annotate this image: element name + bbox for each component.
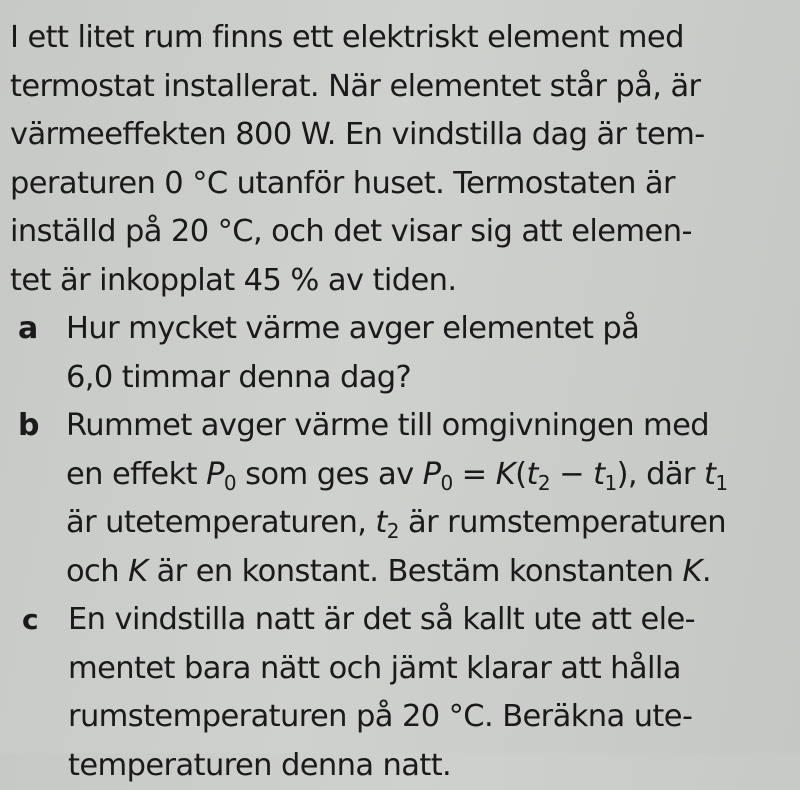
minus-sign: − [550, 457, 593, 492]
subscript-1: 1 [604, 471, 616, 495]
question-c-line-2: mentet bara nätt och jämt klarar att hålla [68, 645, 790, 694]
subscript-2: 2 [538, 471, 550, 495]
subscript-2: 2 [387, 519, 399, 543]
question-b-line-4 [66, 548, 790, 597]
question-c [10, 596, 790, 790]
question-c-line-4: temperaturen denna natt. [68, 742, 790, 790]
subscript-0: 0 [440, 471, 452, 495]
symbol-K: K [496, 457, 515, 492]
intro-line-5: inställd på 20 °C, och det visar sig att elemen- [10, 208, 790, 257]
text-fragment: och [66, 554, 128, 589]
subscript-0: 0 [224, 471, 236, 495]
problem-text [10, 14, 790, 790]
intro-line-1: I ett litet rum finns ett elektriskt element med [10, 14, 790, 63]
question-b-line-1: Rummet avger värme till omgivningen med [66, 402, 790, 451]
text-fragment: är en konstant. Bestäm konstanten [147, 554, 682, 589]
question-c-line-1: En vindstilla natt är det så kallt ute att ele- [68, 596, 790, 645]
symbol-K: K [682, 554, 701, 589]
text-fragment: som ges av [236, 457, 423, 492]
question-a-line-2: 6,0 timmar denna dag? [66, 354, 790, 403]
question-b [10, 402, 790, 596]
question-a-letter: a [18, 305, 38, 354]
paren-open: ( [515, 457, 526, 492]
symbol-t: t [704, 457, 715, 492]
intro-line-6: tet är inkopplat 45 % av tiden. [10, 257, 790, 306]
text-fragment: är rumstemperaturen [399, 505, 726, 540]
question-c-letter: c [22, 596, 39, 645]
symbol-t: t [526, 457, 537, 492]
intro-line-4: peraturen 0 °C utanför huset. Termostaten är [10, 160, 790, 209]
intro-paragraph [10, 14, 790, 305]
equals-sign: = [453, 457, 496, 492]
question-a [10, 305, 790, 402]
question-c-line-3: rumstemperaturen på 20 °C. Beräkna ute- [68, 693, 790, 742]
text-fragment: är utetemperaturen, [66, 505, 375, 540]
text-fragment: ), där [617, 457, 704, 492]
symbol-t: t [593, 457, 604, 492]
question-b-line-2 [66, 451, 790, 500]
subscript-1: 1 [715, 471, 727, 495]
intro-line-3: värmeeffekten 800 W. En vindstilla dag är tem- [10, 111, 790, 160]
symbol-P: P [423, 457, 441, 492]
question-a-line-1: Hur mycket värme avger elementet på [66, 305, 790, 354]
text-fragment: en effekt [66, 457, 206, 492]
symbol-K: K [128, 554, 147, 589]
symbol-P: P [206, 457, 224, 492]
intro-line-2: termostat installerat. När elementet står på, är [10, 63, 790, 112]
symbol-t: t [375, 505, 386, 540]
question-b-line-3 [66, 499, 790, 548]
text-fragment: . [702, 554, 711, 589]
question-b-letter: b [18, 402, 39, 451]
